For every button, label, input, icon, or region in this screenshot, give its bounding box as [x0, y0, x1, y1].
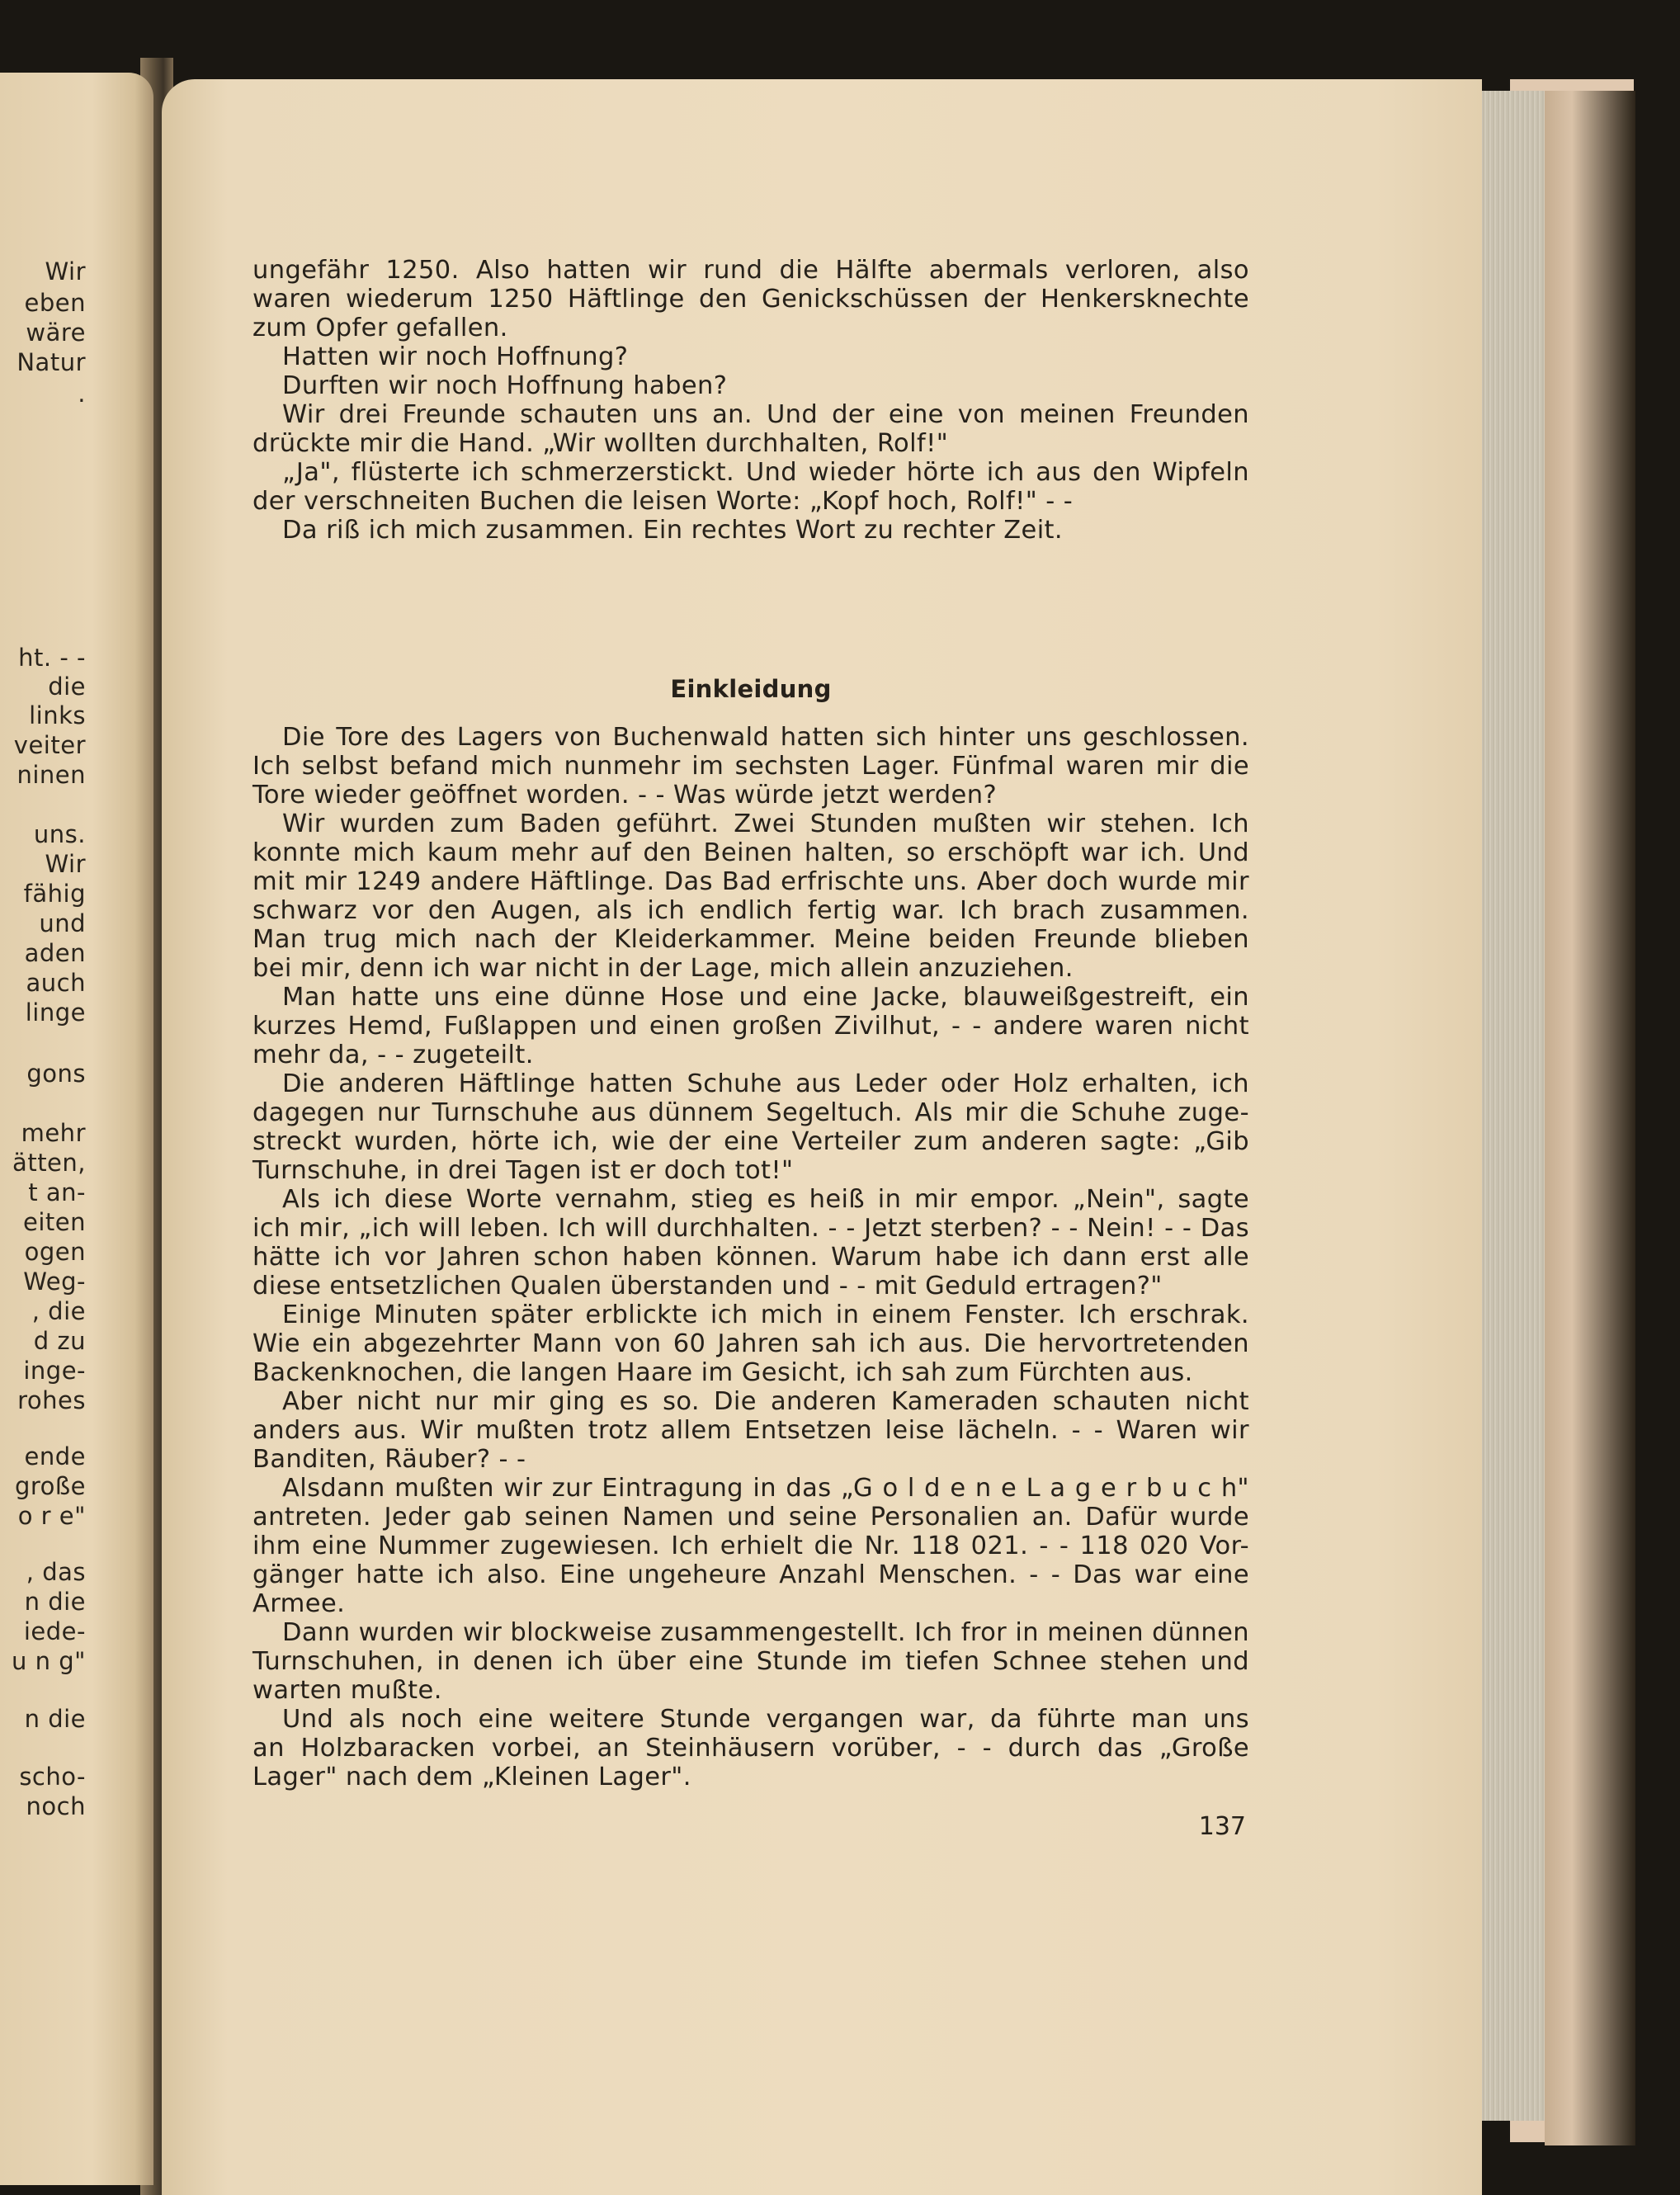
- left-line: u n g": [12, 1647, 86, 1675]
- left-line: ninen: [17, 761, 86, 789]
- section-heading: Einkleidung: [670, 675, 832, 703]
- left-line: veiter: [13, 731, 86, 759]
- left-line: große: [14, 1472, 86, 1500]
- cover-shadow: [1545, 91, 1635, 2145]
- text-line: Als ich diese Worte vernahm, stieg es heiß in mir empor. „Nein", sagte: [282, 1185, 1249, 1214]
- left-line: d zu: [33, 1327, 86, 1355]
- left-line: eiten: [23, 1208, 86, 1236]
- text-line: anders aus. Wir mußten trotz allem Entsetzen leise lächeln. - - Waren wir: [252, 1416, 1249, 1445]
- left-line: n die: [24, 1588, 86, 1616]
- text-line: Wir wurden zum Baden geführt. Zwei Stunden mußten wir stehen. Ich: [282, 810, 1249, 838]
- text-line: kurzes Hemd, Fußlappen und einen großen Zivilhut, - - andere waren nicht: [252, 1012, 1249, 1041]
- left-line: mehr: [21, 1119, 86, 1147]
- text-line: Wir drei Freunde schauten uns an. Und der eine von meinen Freunden: [282, 400, 1249, 429]
- left-line: aden: [24, 939, 86, 967]
- left-line: t an-: [28, 1178, 86, 1206]
- left-line: iede-: [23, 1617, 86, 1645]
- left-line: ende: [24, 1442, 86, 1470]
- text-line: mit mir 1249 andere Häftlinge. Das Bad erfrischte uns. Aber doch wurde mir: [252, 867, 1249, 896]
- left-line: links: [29, 701, 86, 729]
- text-line: Man trug mich nach der Kleiderkammer. Meine beiden Freunde blieben: [252, 925, 1249, 954]
- text-line: mehr da, - - zugeteilt.: [252, 1041, 534, 1069]
- text-line: an Holzbaracken vorbei, an Steinhäusern vorüber, - - durch das „Große: [252, 1734, 1249, 1763]
- text-line: antreten. Jeder gab seinen Namen und seine Personalien an. Dafür wurde: [252, 1503, 1249, 1532]
- left-line: , die: [31, 1297, 86, 1325]
- text-line: ihm eine Nummer zugewiesen. Ich erhielt die Nr. 118 021. - - 118 020 Vor-: [252, 1532, 1249, 1560]
- left-line: uns.: [33, 820, 86, 848]
- section-1-text: [252, 256, 1249, 545]
- text-line: ungefähr 1250. Also hatten wir rund die Hälfte abermals verloren, also: [252, 256, 1249, 285]
- section-2-text: [252, 723, 1249, 1791]
- text-line: bei mir, denn ich war nicht in der Lage, mich allein anzuziehen.: [252, 954, 1074, 983]
- left-line: linge: [25, 998, 86, 1027]
- page-edges: [1482, 91, 1545, 2121]
- text-line: Hatten wir noch Hoffnung?: [282, 342, 629, 371]
- text-line: Turnschuhen, in denen ich über eine Stunde im tiefen Schnee stehen und: [252, 1647, 1249, 1676]
- left-line: scho-: [19, 1763, 86, 1791]
- text-line: Ich selbst befand mich nunmehr im sechsten Lager. Fünfmal waren mir die: [252, 752, 1249, 781]
- text-line: Backenknochen, die langen Haare im Gesicht, ich sah zum Fürchten aus.: [252, 1358, 1193, 1387]
- text-line: ich mir, „ich will leben. Ich will durchhalten. - - Jetzt sterben? - - Nein! - - Das: [252, 1214, 1249, 1243]
- text-line: warten mußte.: [252, 1676, 442, 1705]
- text-line: Durften wir noch Hoffnung haben?: [282, 371, 728, 400]
- left-line: o r e": [17, 1502, 86, 1530]
- text-line: hätte ich vor Jahren schon haben können. Warum habe ich dann erst alle: [252, 1243, 1249, 1272]
- left-line: fähig: [23, 880, 86, 908]
- left-line: die: [48, 673, 86, 701]
- left-line: rohes: [17, 1386, 86, 1414]
- left-line: Natur: [17, 348, 86, 376]
- left-line: eben: [24, 289, 86, 317]
- text-line: Dann wurden wir blockweise zusammengestellt. Ich fror in meinen dünnen: [282, 1618, 1249, 1647]
- text-line: Armee.: [252, 1589, 346, 1618]
- text-line: „Ja", flüsterte ich schmerzerstickt. Und wieder hörte ich aus den Wipfeln: [282, 458, 1249, 487]
- text-line: waren wiederum 1250 Häftlinge den Genickschüssen der Henkersknechte: [252, 285, 1249, 314]
- text-line: Die anderen Häftlinge hatten Schuhe aus Leder oder Holz erhalten, ich: [282, 1069, 1249, 1098]
- text-line: Da riß ich mich zusammen. Ein rechtes Wort zu rechter Zeit.: [282, 516, 1064, 545]
- left-line: , das: [26, 1558, 86, 1586]
- left-line: wäre: [26, 319, 86, 347]
- text-line: Turnschuhe, in drei Tagen ist er doch tot!": [252, 1156, 794, 1185]
- text-line: Banditen, Räuber? - -: [252, 1445, 526, 1474]
- text-line: Und als noch eine weitere Stunde vergangen war, da führte man uns: [282, 1705, 1249, 1734]
- text-line: konnte mich kaum mehr auf den Beinen halten, so erschöpft war ich. Und: [252, 838, 1249, 867]
- text-line: Die Tore des Lagers von Buchenwald hatten sich hinter uns geschlossen.: [282, 723, 1249, 752]
- text-line: dagegen nur Turnschuhe aus dünnem Segeltuch. Als mir die Schuhe zuge-: [252, 1098, 1249, 1127]
- left-line: Wir: [45, 850, 86, 878]
- text-line: gänger hatte ich also. Eine ungeheure Anzahl Menschen. - - Das war eine: [252, 1560, 1249, 1589]
- text-line: Aber nicht nur mir ging es so. Die anderen Kameraden schauten nicht: [282, 1387, 1249, 1416]
- left-line: inge-: [23, 1357, 86, 1385]
- text-line: streckt wurden, hörte ich, wie der eine Verteiler zum anderen sagte: „Gib: [252, 1127, 1249, 1156]
- text-line: Lager" nach dem „Kleinen Lager".: [252, 1763, 691, 1791]
- text-line: Tore wieder geöffnet worden. - - Was würde jetzt werden?: [252, 781, 998, 810]
- page-number: 137: [1198, 1812, 1246, 1841]
- left-line: noch: [26, 1792, 86, 1820]
- left-line: Weg-: [23, 1267, 86, 1296]
- left-line: Wir: [45, 257, 86, 286]
- text-line: schwarz vor den Augen, als ich endlich fertig war. Ich brach zusammen.: [252, 896, 1249, 925]
- left-line: ogen: [24, 1238, 86, 1266]
- left-line: ätten,: [12, 1149, 86, 1177]
- left-line: ht. - -: [18, 644, 86, 672]
- left-line: gons: [26, 1060, 86, 1088]
- left-line: .: [78, 380, 86, 408]
- text-line: Alsdann mußten wir zur Eintragung in das „G o l d e n e L a g e r b u c h": [282, 1474, 1249, 1503]
- text-line: diese entsetzlichen Qualen überstanden und - - mit Geduld ertragen?": [252, 1272, 1163, 1300]
- text-line: der verschneiten Buchen die leisen Worte: „Kopf hoch, Rolf!" - -: [252, 487, 1074, 516]
- text-line: Einige Minuten später erblickte ich mich in einem Fenster. Ich erschrak.: [282, 1300, 1249, 1329]
- text-line: Man hatte uns eine dünne Hose und eine Jacke, blauweißgestreift, ein: [282, 983, 1249, 1012]
- text-line: Wie ein abgezehrter Mann von 60 Jahren sah ich aus. Die hervortretenden: [252, 1329, 1249, 1358]
- left-line: und: [39, 909, 86, 937]
- left-line: n die: [24, 1705, 86, 1733]
- left-page-text: [0, 0, 149, 2195]
- text-line: drückte mir die Hand. „Wir wollten durchhalten, Rolf!": [252, 429, 949, 458]
- left-line: auch: [26, 969, 86, 997]
- text-line: zum Opfer gefallen.: [252, 314, 508, 342]
